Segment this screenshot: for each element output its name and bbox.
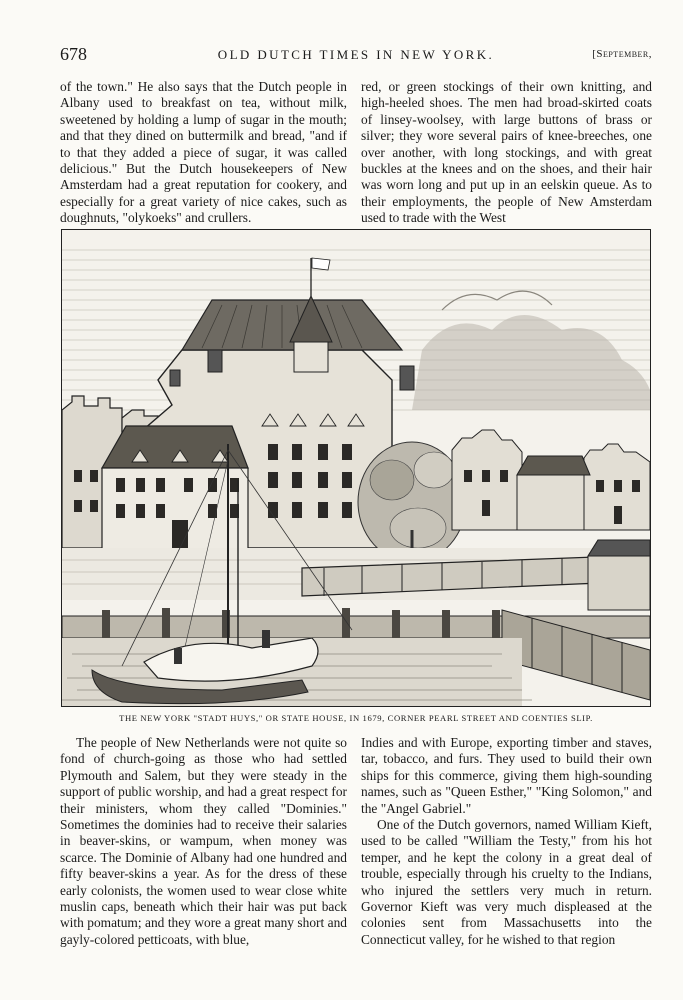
cupola [294,342,328,372]
paragraph: The people of New Netherlands were not quite so fond of church-going as those who had settled Plymouth and Salem, but they were steady in the support of public worship, and had a great respect for their ministers, whom they called "Dominies." Sometimes the dominies had to receive their salaries in beaver-skins, or wampum, when money was scarce. The Dominie of Albany had one hundred and fifty beaver-skins a year. As for the dress of these early colonists, the women used to wear close white muslin caps, beneath which their hair was put back with pomatum; and they wore a great many short and gayly-colored petticoats, with blue, [60,735,347,947]
paragraph: red, or green stockings of their own knitting, and high-heeled shoes. The men had broad-skirted coats of linsey-woolsey, with large buttons of brass or silver; they wore several pairs of knee-breeches, one over another, with long stockings, and with great buckles at the knees and on the shoes, and their hair was worn long and put up in an eelskin queue. As to their employments, the people of New Amsterdam used to trade with the West [361,79,652,226]
page-number: 678 [60,44,87,64]
text-column-top-left [60,79,347,227]
stadt-huys-engraving [62,230,650,706]
engraving-illustration [61,229,651,707]
running-title: OLD DUTCH TIMES IN NEW YORK. [217,47,495,62]
paragraph: of the town." He also says that the Dutch people in Albany used to breakfast on tea, without milk, sweetened by holding a lump of sugar in the mouth; and that they dined on buttermilk and bread, "and if to that they added a piece of sugar, it was called delicious." But the Dutch housekeepers of New Amsterdam had a great reputation for cookery, and especially for a great variety of nice cakes, such as doughnuts, "olykoeks" and crullers. [60,79,347,226]
running-header [60,44,652,64]
text-column-bottom-left [60,735,347,948]
text-column-bottom-right [361,735,652,948]
flag [312,258,330,270]
text-column-top-right [361,79,652,227]
paragraph: Indies and with Europe, exporting timber and staves, tar, tobacco, and furs. They used to build their own ships for this commerce, giving them high-sounding names, such as "Queen Esther," "King Solomon," and the "Angel Gabriel." [361,735,652,816]
running-month: [September, [592,48,652,60]
paragraph: One of the Dutch governors, named William Kieft, used to be called "William the Testy," from his hot temper, and he kept the colony in a great deal of trouble, especially through his cruelty to the Indians, who injured the settlers very much in return. Governor Kieft was very much displeased at the colonies sent from Massachusetts into the Connecticut valley, for he wished to that region [361,817,652,947]
figure-caption: THE NEW YORK "STADT HUYS," OR STATE HOUSE, IN 1679, CORNER PEARL STREET AND COENTIES SLIP. [119,713,593,723]
